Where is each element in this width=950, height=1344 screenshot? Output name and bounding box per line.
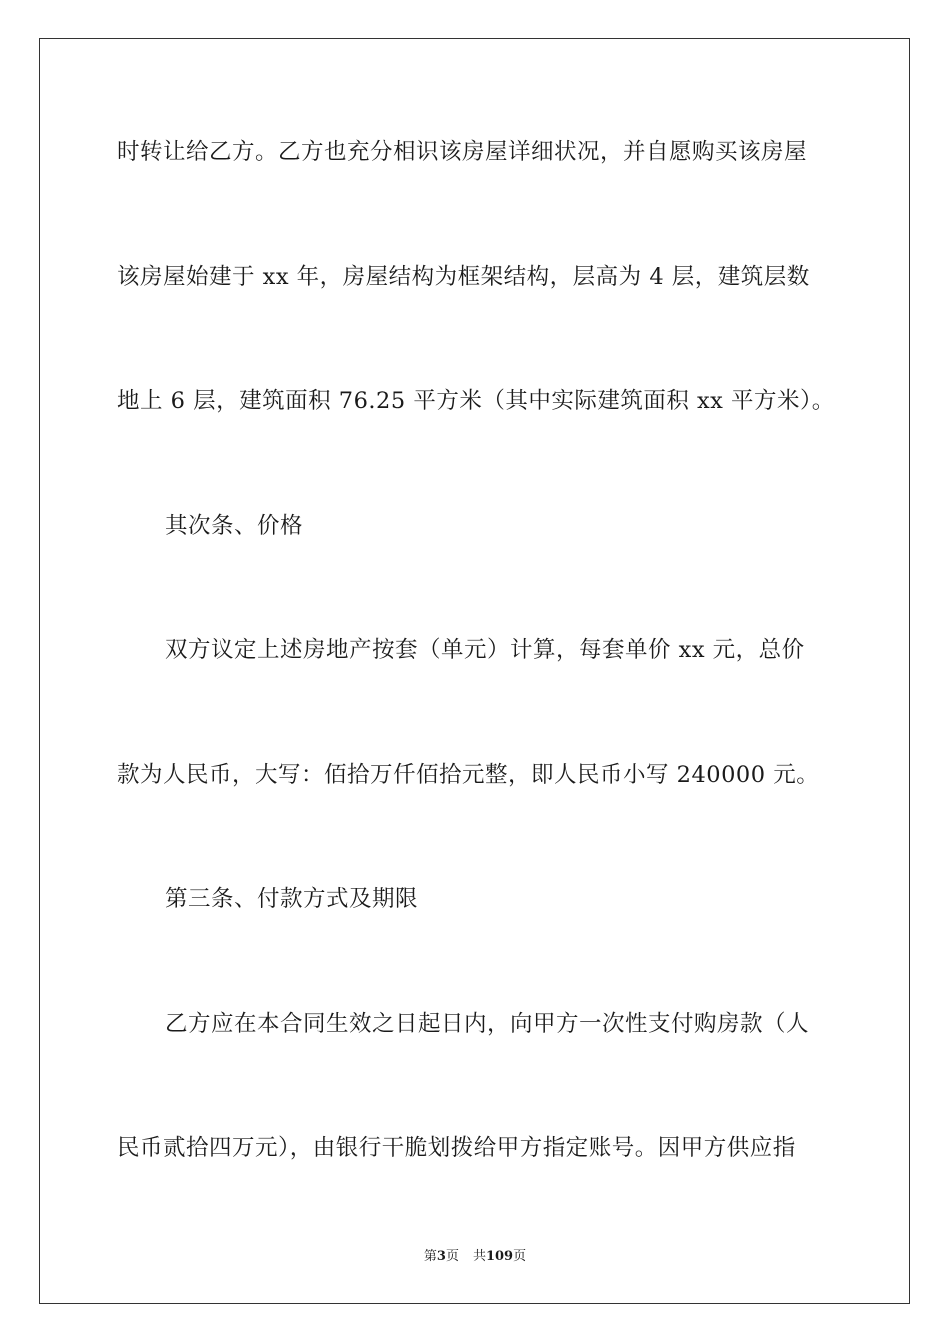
body-text-line: 款为人民币，大写：佰拾万仟佰拾元整，即人民币小写 240000 元。 <box>117 762 820 788</box>
total-pages: 109 <box>485 1249 514 1264</box>
page-suffix: 页 <box>445 1249 459 1264</box>
body-text-line: 该房屋始建于 xx 年，房屋结构为框架结构，层高为 4 层，建筑层数 <box>117 264 810 290</box>
body-text-line: 时转让给乙方。乙方也充分相识该房屋详细状况，并自愿购买该房屋 <box>117 139 808 165</box>
page-border <box>39 38 910 1304</box>
page-number: 3 <box>436 1249 446 1264</box>
total-suffix: 页 <box>513 1249 527 1264</box>
body-text-line: 地上 6 层，建筑面积 76.25 平方米（其中实际建筑面积 xx 平方米）。 <box>117 388 835 414</box>
body-text-line: 民币贰拾四万元），由银行干脆划拨给甲方指定账号。因甲方供应指 <box>117 1135 796 1161</box>
body-text-line: 双方议定上述房地产按套（单元）计算，每套单价 xx 元，总价 <box>165 637 805 663</box>
page-footer <box>0 1248 950 1266</box>
total-prefix: 共 <box>472 1249 486 1264</box>
section-heading-payment: 第三条、付款方式及期限 <box>165 886 419 912</box>
section-heading-price: 其次条、价格 <box>165 513 304 539</box>
body-text-line: 乙方应在本合同生效之日起日内，向甲方一次性支付购房款（人 <box>165 1011 810 1037</box>
page-prefix: 第 <box>423 1249 437 1264</box>
